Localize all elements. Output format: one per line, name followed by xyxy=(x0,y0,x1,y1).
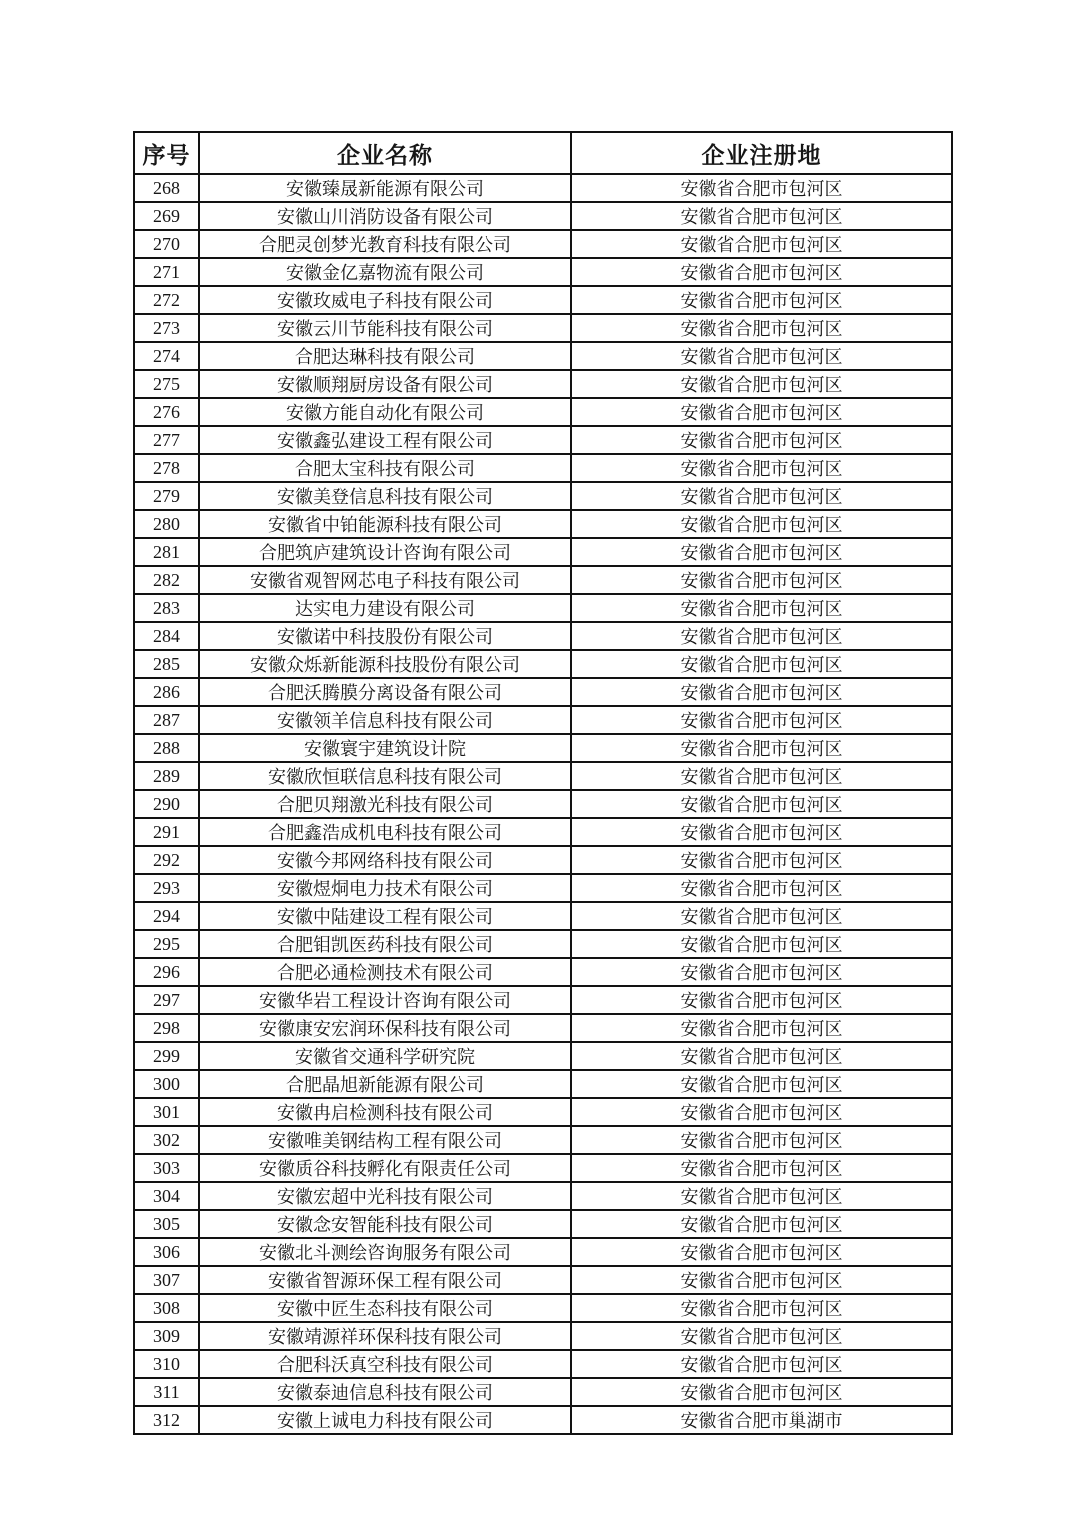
cell-registration-place: 安徽省合肥市包河区 xyxy=(571,1266,952,1294)
cell-serial-no: 304 xyxy=(134,1182,199,1210)
table-row xyxy=(134,1098,952,1126)
cell-registration-place: 安徽省合肥市包河区 xyxy=(571,986,952,1014)
table-row xyxy=(134,1294,952,1322)
table-row xyxy=(134,370,952,398)
cell-company-name: 安徽煜烔电力技术有限公司 xyxy=(199,874,571,902)
cell-serial-no: 278 xyxy=(134,454,199,482)
cell-registration-place: 安徽省合肥市巢湖市 xyxy=(571,1406,952,1434)
table-row xyxy=(134,1406,952,1434)
cell-serial-no: 300 xyxy=(134,1070,199,1098)
table-row xyxy=(134,846,952,874)
cell-serial-no: 275 xyxy=(134,370,199,398)
cell-registration-place: 安徽省合肥市包河区 xyxy=(571,902,952,930)
cell-serial-no: 298 xyxy=(134,1014,199,1042)
cell-registration-place: 安徽省合肥市包河区 xyxy=(571,622,952,650)
table-row xyxy=(134,538,952,566)
table-body xyxy=(134,174,952,1434)
cell-company-name: 安徽宏超中光科技有限公司 xyxy=(199,1182,571,1210)
table-row xyxy=(134,454,952,482)
table-row xyxy=(134,1378,952,1406)
header-row xyxy=(134,132,952,174)
col-header-serial-no: 序号 xyxy=(134,132,199,174)
cell-serial-no: 280 xyxy=(134,510,199,538)
cell-company-name: 安徽寰宇建筑设计院 xyxy=(199,734,571,762)
cell-serial-no: 289 xyxy=(134,762,199,790)
table-row xyxy=(134,902,952,930)
cell-serial-no: 283 xyxy=(134,594,199,622)
company-table xyxy=(133,131,953,1435)
cell-registration-place: 安徽省合肥市包河区 xyxy=(571,846,952,874)
cell-company-name: 安徽念安智能科技有限公司 xyxy=(199,1210,571,1238)
cell-company-name: 安徽中匠生态科技有限公司 xyxy=(199,1294,571,1322)
table-row xyxy=(134,874,952,902)
cell-registration-place: 安徽省合肥市包河区 xyxy=(571,482,952,510)
table-row xyxy=(134,230,952,258)
cell-serial-no: 284 xyxy=(134,622,199,650)
cell-company-name: 安徽云川节能科技有限公司 xyxy=(199,314,571,342)
cell-serial-no: 268 xyxy=(134,174,199,202)
cell-company-name: 安徽靖源祥环保科技有限公司 xyxy=(199,1322,571,1350)
cell-company-name: 安徽顺翔厨房设备有限公司 xyxy=(199,370,571,398)
cell-registration-place: 安徽省合肥市包河区 xyxy=(571,1014,952,1042)
table-row xyxy=(134,1182,952,1210)
cell-company-name: 合肥太宝科技有限公司 xyxy=(199,454,571,482)
cell-registration-place: 安徽省合肥市包河区 xyxy=(571,510,952,538)
cell-serial-no: 310 xyxy=(134,1350,199,1378)
cell-company-name: 安徽省智源环保工程有限公司 xyxy=(199,1266,571,1294)
cell-company-name: 安徽玫威电子科技有限公司 xyxy=(199,286,571,314)
cell-registration-place: 安徽省合肥市包河区 xyxy=(571,958,952,986)
table-row xyxy=(134,482,952,510)
table-row xyxy=(134,398,952,426)
cell-registration-place: 安徽省合肥市包河区 xyxy=(571,1350,952,1378)
cell-registration-place: 安徽省合肥市包河区 xyxy=(571,398,952,426)
cell-serial-no: 293 xyxy=(134,874,199,902)
cell-company-name: 安徽众烁新能源科技股份有限公司 xyxy=(199,650,571,678)
cell-registration-place: 安徽省合肥市包河区 xyxy=(571,594,952,622)
table-row xyxy=(134,174,952,202)
table-row xyxy=(134,986,952,1014)
table-row xyxy=(134,1154,952,1182)
cell-company-name: 合肥筑庐建筑设计咨询有限公司 xyxy=(199,538,571,566)
cell-serial-no: 302 xyxy=(134,1126,199,1154)
cell-serial-no: 282 xyxy=(134,566,199,594)
cell-company-name: 安徽华岩工程设计咨询有限公司 xyxy=(199,986,571,1014)
cell-registration-place: 安徽省合肥市包河区 xyxy=(571,258,952,286)
cell-company-name: 安徽山川消防设备有限公司 xyxy=(199,202,571,230)
cell-serial-no: 271 xyxy=(134,258,199,286)
cell-registration-place: 安徽省合肥市包河区 xyxy=(571,1210,952,1238)
cell-registration-place: 安徽省合肥市包河区 xyxy=(571,1182,952,1210)
cell-company-name: 安徽今邦网络科技有限公司 xyxy=(199,846,571,874)
cell-registration-place: 安徽省合肥市包河区 xyxy=(571,370,952,398)
cell-company-name: 合肥晶旭新能源有限公司 xyxy=(199,1070,571,1098)
cell-registration-place: 安徽省合肥市包河区 xyxy=(571,1322,952,1350)
table-row xyxy=(134,594,952,622)
cell-registration-place: 安徽省合肥市包河区 xyxy=(571,1070,952,1098)
cell-serial-no: 296 xyxy=(134,958,199,986)
cell-registration-place: 安徽省合肥市包河区 xyxy=(571,202,952,230)
table-row xyxy=(134,1126,952,1154)
cell-company-name: 安徽省交通科学研究院 xyxy=(199,1042,571,1070)
cell-company-name: 安徽唯美钢结构工程有限公司 xyxy=(199,1126,571,1154)
cell-company-name: 合肥贝翔激光科技有限公司 xyxy=(199,790,571,818)
cell-registration-place: 安徽省合肥市包河区 xyxy=(571,1042,952,1070)
table-row xyxy=(134,286,952,314)
table-row xyxy=(134,1070,952,1098)
cell-registration-place: 安徽省合肥市包河区 xyxy=(571,1294,952,1322)
table-row xyxy=(134,1238,952,1266)
table-header xyxy=(134,132,952,174)
cell-serial-no: 269 xyxy=(134,202,199,230)
cell-company-name: 合肥钼凯医药科技有限公司 xyxy=(199,930,571,958)
cell-registration-place: 安徽省合肥市包河区 xyxy=(571,678,952,706)
cell-company-name: 安徽中陆建设工程有限公司 xyxy=(199,902,571,930)
cell-registration-place: 安徽省合肥市包河区 xyxy=(571,174,952,202)
cell-serial-no: 277 xyxy=(134,426,199,454)
cell-company-name: 安徽省中铂能源科技有限公司 xyxy=(199,510,571,538)
cell-registration-place: 安徽省合肥市包河区 xyxy=(571,342,952,370)
table-row xyxy=(134,650,952,678)
table-row xyxy=(134,706,952,734)
cell-serial-no: 286 xyxy=(134,678,199,706)
cell-registration-place: 安徽省合肥市包河区 xyxy=(571,818,952,846)
cell-registration-place: 安徽省合肥市包河区 xyxy=(571,1154,952,1182)
col-header-registration-place: 企业注册地 xyxy=(571,132,952,174)
cell-registration-place: 安徽省合肥市包河区 xyxy=(571,1238,952,1266)
cell-serial-no: 308 xyxy=(134,1294,199,1322)
table-row xyxy=(134,342,952,370)
cell-registration-place: 安徽省合肥市包河区 xyxy=(571,1378,952,1406)
cell-company-name: 安徽臻晟新能源有限公司 xyxy=(199,174,571,202)
table-row xyxy=(134,790,952,818)
table-row xyxy=(134,1350,952,1378)
cell-company-name: 安徽泰迪信息科技有限公司 xyxy=(199,1378,571,1406)
cell-company-name: 安徽欣恒联信息科技有限公司 xyxy=(199,762,571,790)
cell-serial-no: 301 xyxy=(134,1098,199,1126)
cell-serial-no: 288 xyxy=(134,734,199,762)
cell-company-name: 安徽质谷科技孵化有限责任公司 xyxy=(199,1154,571,1182)
table-row xyxy=(134,930,952,958)
table-row xyxy=(134,818,952,846)
cell-company-name: 合肥必通检测技术有限公司 xyxy=(199,958,571,986)
cell-serial-no: 307 xyxy=(134,1266,199,1294)
cell-company-name: 安徽冉启检测科技有限公司 xyxy=(199,1098,571,1126)
table-row xyxy=(134,202,952,230)
cell-serial-no: 279 xyxy=(134,482,199,510)
table-row xyxy=(134,1042,952,1070)
cell-registration-place: 安徽省合肥市包河区 xyxy=(571,706,952,734)
cell-serial-no: 290 xyxy=(134,790,199,818)
table-row xyxy=(134,622,952,650)
cell-company-name: 安徽省观智网芯电子科技有限公司 xyxy=(199,566,571,594)
cell-serial-no: 306 xyxy=(134,1238,199,1266)
cell-registration-place: 安徽省合肥市包河区 xyxy=(571,426,952,454)
cell-registration-place: 安徽省合肥市包河区 xyxy=(571,790,952,818)
cell-company-name: 安徽方能自动化有限公司 xyxy=(199,398,571,426)
cell-serial-no: 294 xyxy=(134,902,199,930)
cell-serial-no: 273 xyxy=(134,314,199,342)
cell-serial-no: 274 xyxy=(134,342,199,370)
cell-serial-no: 276 xyxy=(134,398,199,426)
cell-company-name: 合肥科沃真空科技有限公司 xyxy=(199,1350,571,1378)
table-row xyxy=(134,1322,952,1350)
table-row xyxy=(134,258,952,286)
cell-serial-no: 285 xyxy=(134,650,199,678)
table-row xyxy=(134,314,952,342)
cell-registration-place: 安徽省合肥市包河区 xyxy=(571,314,952,342)
table-row xyxy=(134,1014,952,1042)
cell-serial-no: 270 xyxy=(134,230,199,258)
cell-company-name: 安徽康安宏润环保科技有限公司 xyxy=(199,1014,571,1042)
cell-registration-place: 安徽省合肥市包河区 xyxy=(571,930,952,958)
cell-company-name: 合肥鑫浩成机电科技有限公司 xyxy=(199,818,571,846)
cell-serial-no: 292 xyxy=(134,846,199,874)
cell-registration-place: 安徽省合肥市包河区 xyxy=(571,762,952,790)
cell-registration-place: 安徽省合肥市包河区 xyxy=(571,734,952,762)
cell-serial-no: 303 xyxy=(134,1154,199,1182)
cell-company-name: 安徽上诚电力科技有限公司 xyxy=(199,1406,571,1434)
cell-registration-place: 安徽省合肥市包河区 xyxy=(571,538,952,566)
table-row xyxy=(134,426,952,454)
cell-serial-no: 281 xyxy=(134,538,199,566)
table-row xyxy=(134,678,952,706)
cell-serial-no: 311 xyxy=(134,1378,199,1406)
cell-serial-no: 299 xyxy=(134,1042,199,1070)
table-row xyxy=(134,958,952,986)
cell-company-name: 合肥灵创梦光教育科技有限公司 xyxy=(199,230,571,258)
cell-company-name: 安徽美登信息科技有限公司 xyxy=(199,482,571,510)
cell-registration-place: 安徽省合肥市包河区 xyxy=(571,454,952,482)
cell-serial-no: 272 xyxy=(134,286,199,314)
table-row xyxy=(134,1266,952,1294)
table-row xyxy=(134,566,952,594)
cell-company-name: 安徽金亿嘉物流有限公司 xyxy=(199,258,571,286)
table-row xyxy=(134,762,952,790)
cell-serial-no: 309 xyxy=(134,1322,199,1350)
cell-registration-place: 安徽省合肥市包河区 xyxy=(571,286,952,314)
cell-registration-place: 安徽省合肥市包河区 xyxy=(571,1126,952,1154)
table-row xyxy=(134,1210,952,1238)
cell-company-name: 安徽诺中科技股份有限公司 xyxy=(199,622,571,650)
cell-company-name: 合肥达琳科技有限公司 xyxy=(199,342,571,370)
cell-registration-place: 安徽省合肥市包河区 xyxy=(571,1098,952,1126)
cell-serial-no: 295 xyxy=(134,930,199,958)
cell-company-name: 安徽鑫弘建设工程有限公司 xyxy=(199,426,571,454)
cell-registration-place: 安徽省合肥市包河区 xyxy=(571,650,952,678)
cell-registration-place: 安徽省合肥市包河区 xyxy=(571,566,952,594)
col-header-company-name: 企业名称 xyxy=(199,132,571,174)
cell-company-name: 安徽领羊信息科技有限公司 xyxy=(199,706,571,734)
cell-company-name: 合肥沃腾膜分离设备有限公司 xyxy=(199,678,571,706)
cell-company-name: 安徽北斗测绘咨询服务有限公司 xyxy=(199,1238,571,1266)
cell-serial-no: 287 xyxy=(134,706,199,734)
table-row xyxy=(134,734,952,762)
cell-company-name: 达实电力建设有限公司 xyxy=(199,594,571,622)
cell-serial-no: 305 xyxy=(134,1210,199,1238)
cell-registration-place: 安徽省合肥市包河区 xyxy=(571,230,952,258)
cell-serial-no: 297 xyxy=(134,986,199,1014)
cell-serial-no: 312 xyxy=(134,1406,199,1434)
cell-serial-no: 291 xyxy=(134,818,199,846)
table-row xyxy=(134,510,952,538)
cell-registration-place: 安徽省合肥市包河区 xyxy=(571,874,952,902)
